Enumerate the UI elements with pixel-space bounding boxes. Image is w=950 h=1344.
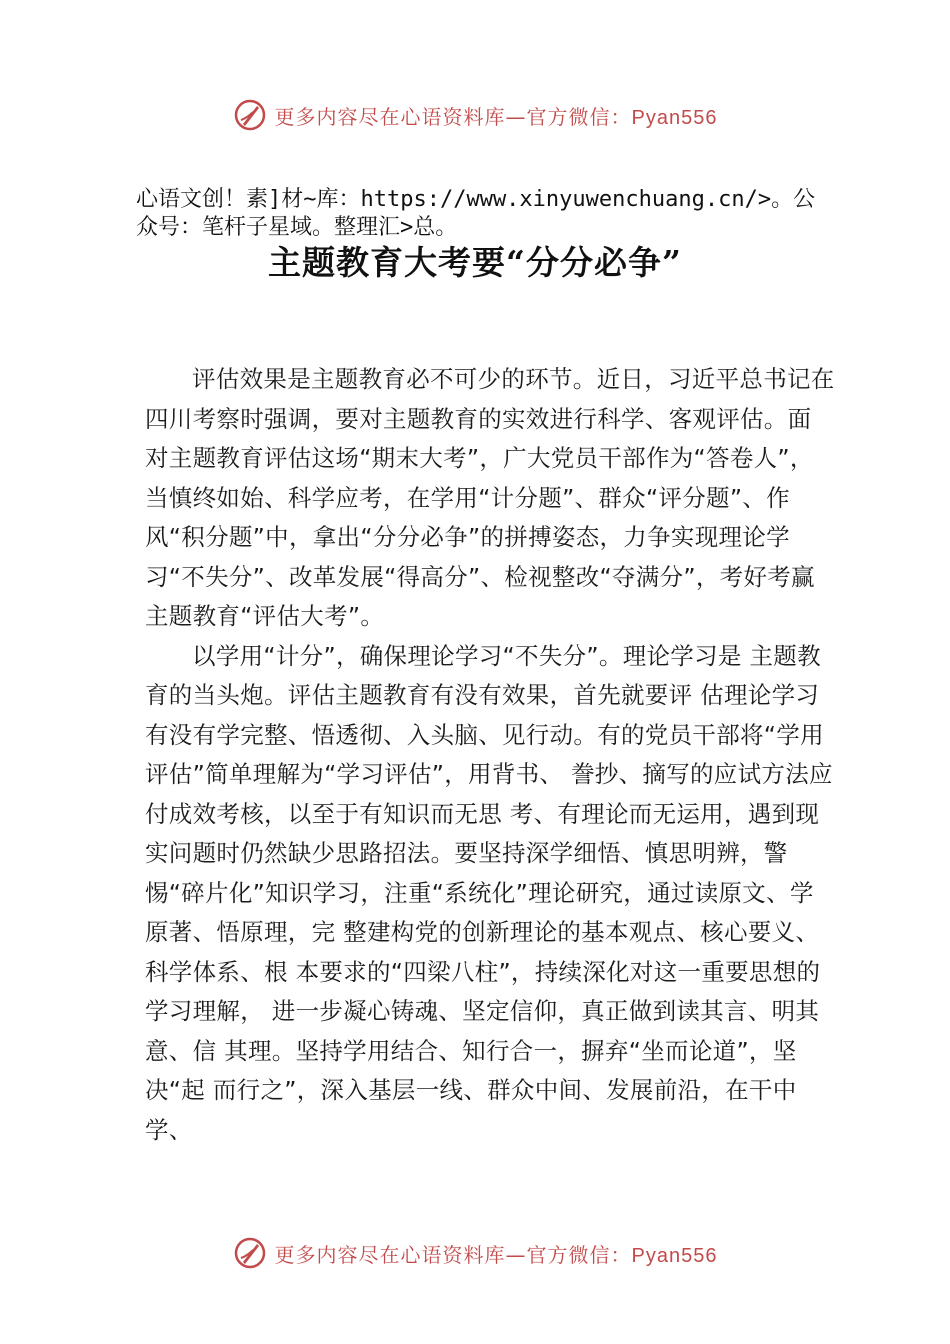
document-title: 主题教育大考要“分分必争” xyxy=(268,243,682,282)
footer-banner xyxy=(0,1230,950,1276)
banner-text: 更多内容尽在心语资料库—官方微信：Pyan556 xyxy=(274,104,718,129)
wechat-id: Pyan556 xyxy=(631,106,718,129)
paragraph-2: 以学用“计分”，确保理论学习“不失分”。理论学习是 主题教育的当头炮。评估主题教育有没有效果，首先就要评 估理论学习有没有学完整、悟透彻、入头脑、见行动。有的党员干部将“学用评估”简单理解为“学习评估”，用背书、 誊抄、摘写的应试方法应付成效考核，以至于有知识而无思 考、有理论而无运用，遇到现实问题时仍然缺少思路招法。要坚持深学细悟、慎思明辨，警惕“碎片化”知识学习，注重“系统化”理论研究，通过读原文、学原著、悟原理，完 整建构党的创新理论的基本观点、核心要义、科学体系、根 本要求的“四梁八柱”，持续深化对这一重要思想的学习理解， 进一步凝心铸魂、坚定信仰，真正做到读其言、明其意、信 其理。坚持学用结合、知行合一，摒弃“坐而论道”，坚决“起 而行之”，深入基层一线、群众中间、发展前沿，在干中学、 xyxy=(145,641,833,1144)
source-note: 心语文创！素]材~库：https://www.xinyuwenchuang.cn/>。公众号：笔杆子星域。整理汇>总。 xyxy=(136,187,816,240)
paragraph-1: 评估效果是主题教育必不可少的环节。近日，习近平总书记在四川考察时强调，要对主题教育的实效进行科学、客观评估。面对主题教育评估这场“期末大考”，广大党员干部作为“答卷人”，当慎终如始、科学应考，在学用“计分题”、群众“评分题”、作风“积分题”中，拿出“分分必争”的拼搏姿态，力争实现理论学习“不失分”、改革发展“得高分”、检视整改“夺满分”，考好考赢主题教育“评估大考”。 xyxy=(145,365,835,630)
header-banner xyxy=(0,92,950,138)
quill-logo-icon xyxy=(233,1236,267,1270)
wechat-id: Pyan556 xyxy=(631,1244,718,1267)
banner-text: 更多内容尽在心语资料库—官方微信：Pyan556 xyxy=(274,1242,718,1267)
quill-logo-icon xyxy=(233,98,267,132)
document-body xyxy=(145,360,835,1150)
